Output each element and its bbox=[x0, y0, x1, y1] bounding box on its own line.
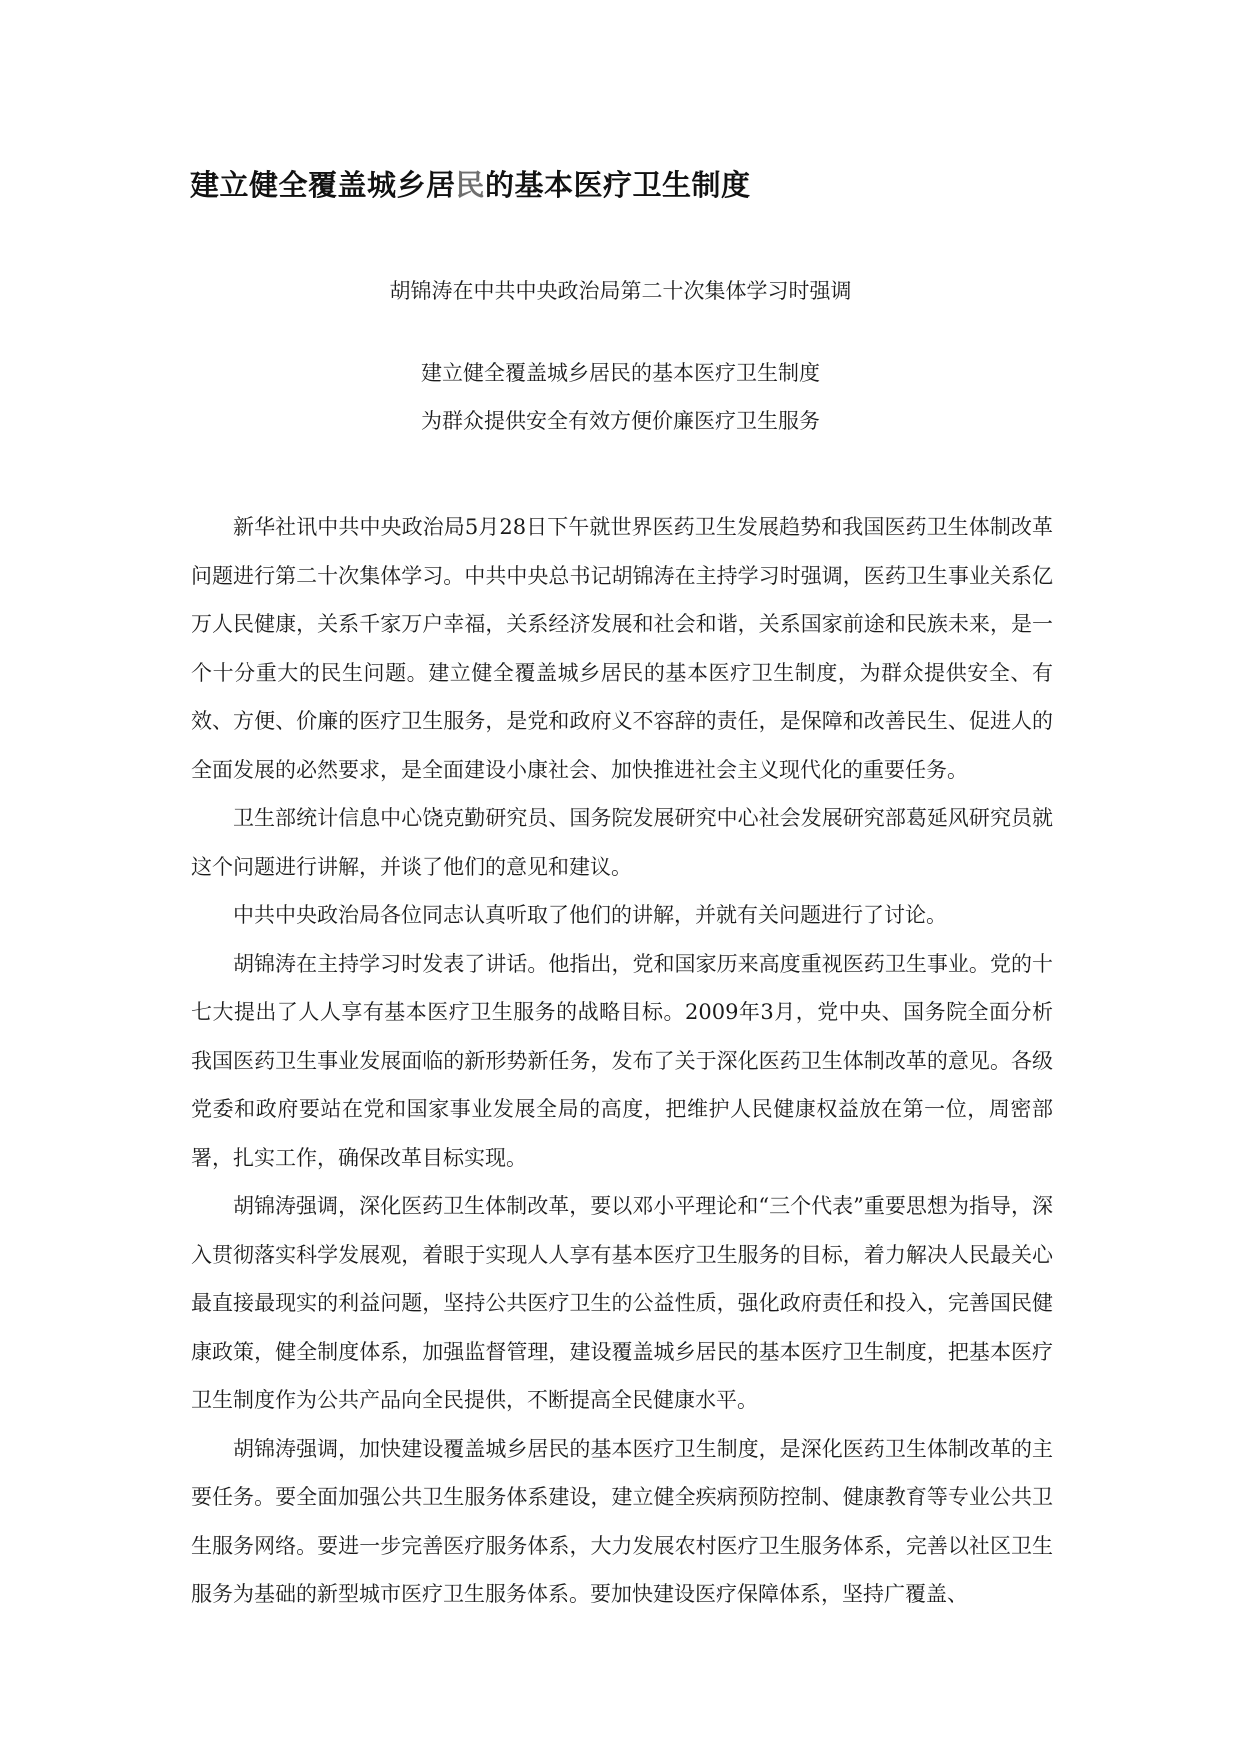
paragraph-5: 胡锦涛强调，深化医药卫生体制改革，要以邓小平理论和“三个代表”重要思想为指导，深入贯彻落实科学发展观，着眼于实现人人享有基本医疗卫生服务的目标，着力解决人民最关心最直接最现实的利益问题，坚持公共医疗卫生的公益性质，强化政府责任和投入，完善国民健康政策，健全制度体系，加强监督管理，建设覆盖城乡居民的基本医疗卫生制度，把基本医疗卫生制度作为公共产品向全民提供，不断提高全民健康水平。 bbox=[191, 1194, 1053, 1412]
paragraph-4: 胡锦涛在主持学习时发表了讲话。他指出，党和国家历来高度重视医药卫生事业。党的十七大提出了人人享有基本医疗卫生服务的战略目标。2009年3月，党中央、国务院全面分析我国医药卫生事业发展面临的新形势新任务，发布了关于深化医药卫生体制改革的意见。各级党委和政府要站在党和国家事业发展全局的高度，把维护人民健康权益放在第一位，周密部署，扎实工作，确保改革目标实现。 bbox=[191, 951, 1053, 1170]
paragraph-2: 卫生部统计信息中心饶克勤研究员、国务院发展研究中心社会发展研究部葛延风研究员就这个问题进行讲解，并谈了他们的意见和建议。 bbox=[191, 806, 1053, 879]
paragraph-1: 新华社讯中共中央政治局5月28日下午就世界医药卫生发展趋势和我国医药卫生体制改革问题进行第二十次集体学习。中共中央总书记胡锦涛在主持学习时强调，医药卫生事业关系亿万人民健康，关系千家万户幸福，关系经济发展和社会和谐，关系国家前途和民族未来，是一个十分重大的民生问题。建立健全覆盖城乡居民的基本医疗卫生制度，为群众提供安全、有效、方便、价廉的医疗卫生服务，是党和政府义不容辞的责任，是保障和改善民生、促进人的全面发展的必然要求，是全面建设小康社会、加快推进社会主义现代化的重要任务。 bbox=[191, 515, 1053, 782]
subtitle-headline: 胡锦涛在中共中央政治局第二十次集体学习时强调 bbox=[389, 279, 852, 303]
title-text-end: 的基本医疗卫生制度 bbox=[485, 168, 751, 202]
paragraph-6: 胡锦涛强调，加快建设覆盖城乡居民的基本医疗卫生制度，是深化医药卫生体制改革的主要任务。要全面加强公共卫生服务体系建设，建立健全疾病预防控制、健康教育等专业公共卫生服务网络。要进一步完善医疗服务体系，大力发展农村医疗卫生服务体系，完善以社区卫生服务为基础的新型城市医疗卫生服务体系。要加快建设医疗保障体系，坚持广覆盖、 bbox=[191, 1436, 1053, 1606]
subtitle-line-1: 建立健全覆盖城乡居民的基本医疗卫生制度 bbox=[421, 361, 820, 385]
document-title bbox=[190, 163, 751, 204]
title-text-start: 建立健全覆盖城乡居 bbox=[190, 168, 456, 202]
subtitle-line-2: 为群众提供安全有效方便价廉医疗卫生服务 bbox=[421, 409, 820, 433]
title-highlighted-char: 民 bbox=[455, 168, 486, 202]
article-body bbox=[191, 503, 1053, 1619]
paragraph-3: 中共中央政治局各位同志认真听取了他们的讲解，并就有关问题进行了讨论。 bbox=[233, 903, 947, 927]
